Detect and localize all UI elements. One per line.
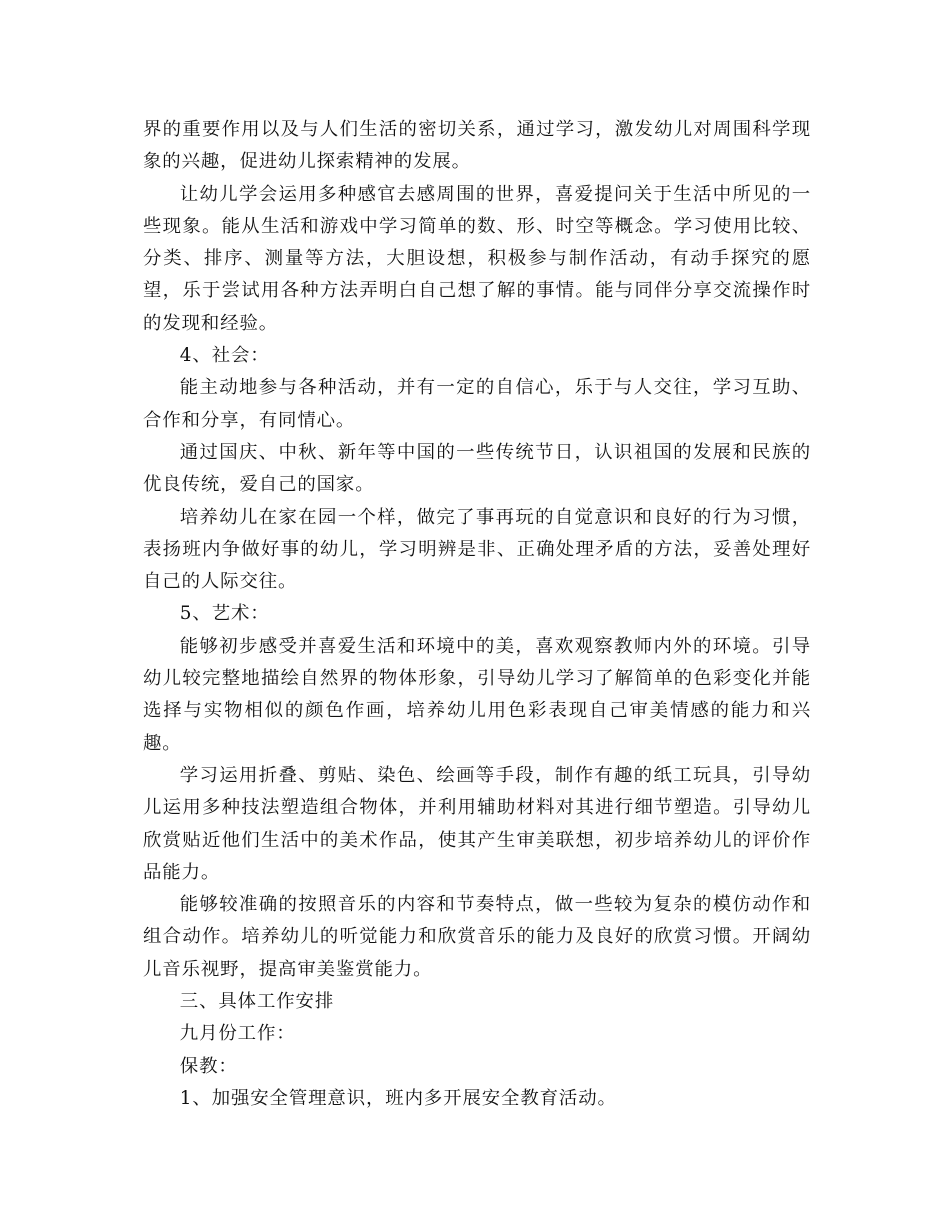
paragraph: 能主动地参与各种活动，并有一定的自信心，乐于与人交往，学习互助、合作和分享，有同情心。	[143, 377, 811, 431]
paragraph: 学习运用折叠、剪贴、染色、绘画等手段，制作有趣的纸工玩具，引导幼儿运用多种技法塑造组合物体，并利用辅助材料对其进行细节塑造。引导幼儿欣赏贴近他们生活中的美术作品，使其产生审美联想，初步培养幼儿的评价作品能力。	[143, 764, 811, 883]
section-heading-society: 4、社会：	[179, 345, 270, 367]
subheading-care-education: 保教：	[179, 1055, 238, 1077]
paragraph: 通过国庆、中秋、新年等中国的一些传统节日，认识祖国的发展和民族的优良传统，爱自己的国家。	[143, 441, 811, 496]
paragraph: 培养幼儿在家在园一个样，做完了事再玩的自觉意识和良好的行为习惯，表扬班内争做好事的幼儿，学习明辨是非、正确处理矛盾的方法，妥善处理好自己的人际交往。	[143, 506, 811, 593]
section-heading-work-plan: 三、具体工作安排	[179, 991, 335, 1013]
section-heading-art: 5、艺术：	[179, 603, 270, 625]
paragraph: 能够初步感受并喜爱生活和环境中的美，喜欢观察教师内外的环境。引导幼儿较完整地描绘自然界的物体形象，引导幼儿学习了解简单的色彩变化并能选择与实物相似的颜色作画，培养幼儿用色彩表现自己审美情感的能力和兴趣。	[143, 635, 811, 754]
paragraph: 界的重要作用以及与人们生活的密切关系，通过学习，激发幼儿对周围科学现象的兴趣，促进幼儿探索精神的发展。	[143, 119, 811, 173]
subheading-september: 九月份工作：	[179, 1023, 296, 1045]
paragraph: 让幼儿学会运用多种感官去感周围的世界，喜爱提问关于生活中所见的一些现象。能从生活和游戏中学习简单的数、形、时空等概念。学习使用比较、分类、排序、测量等方法，大胆设想，积极参与制作活动，有动手探究的愿望，乐于尝试用各种方法弄明白自己想了解的事情。能与同伴分享交流操作时的发现和经验。	[143, 183, 811, 334]
document-body	[143, 114, 811, 1115]
paragraph: 能够较准确的按照音乐的内容和节奏特点，做一些较为复杂的模仿动作和组合动作。培养幼儿的听觉能力和欣赏音乐的能力及良好的欣赏习惯。开阔幼儿音乐视野，提高审美鉴赏能力。	[143, 894, 811, 980]
list-item: 1、加强安全管理意识，班内多开展安全教育活动。	[179, 1087, 617, 1109]
